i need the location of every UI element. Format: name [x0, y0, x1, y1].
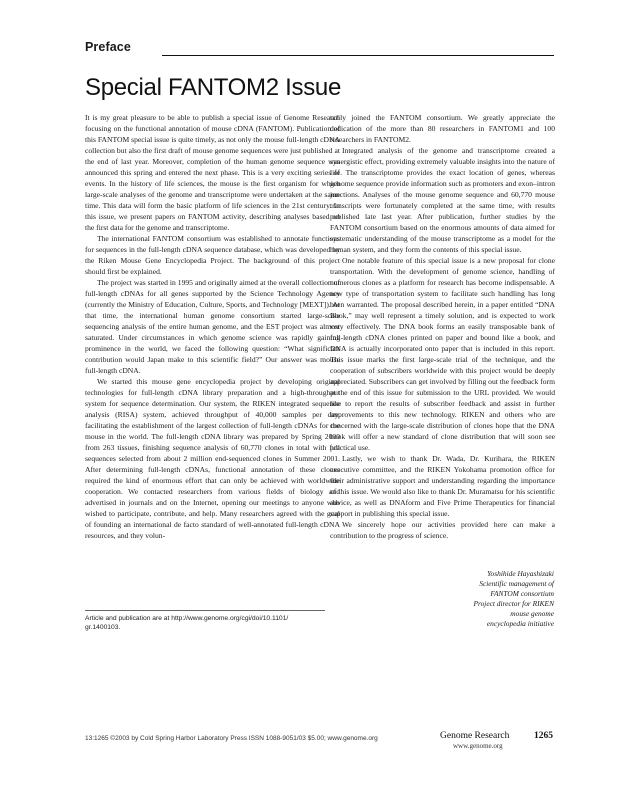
paragraph: Lastly, we wish to thank Dr. Wada, Dr. Kurihara, the RIKEN executive committee, and the RIKEN Yokohama promotion office for their administrative support and understanding regarding the importance of this issue. We would also like to thank Dr. Muramatsu for his scientific advice, as well as DNAform and Five Prime Therapeutics for financial support in publishing this special issue. — [330, 454, 555, 518]
footnote-line: Article and publication are at http://www.genome.org/cgi/doi/10.1101/ — [85, 615, 289, 622]
paragraph: We started this mouse gene encyclopedia project by developing original technologies for full-length cDNA library preparation and a high-throughput system for sequence determination. Our system, the RIKEN integrated sequence analysis (RISA) system, achieved throughput of 40,000 samples per day, facilitating the establishment of the largest collection of full-length cDNAs for the mouse in the world. The full-length cDNA library was prepared by Spring 2000 from 263 tissues, finishing sequence analysis of 60,770 clones in total with full sequences selected from about 2 million end-sequenced clones in Summer 2001. After determining full-length cDNAs, functional annotation of these clones required the kind of enormous effort that can only be achieved with worldwide cooperation. We contacted researchers from various fields of biology and advertised in journals and on the Internet, opening our meetings to anyone who wished to participate, contribute, and help. Many researchers agreed with the goal of founding an international de facto standard of well-annotated full-length cDNA resources, and they volun- — [85, 377, 340, 540]
footnote-rule — [85, 610, 325, 611]
footnote-line: gr.1400103. — [85, 624, 121, 631]
paragraph: We sincerely hope our activities provided here can make a contribution to the progress of science. — [330, 520, 555, 540]
author-affiliation-line: Project director for RIKEN — [473, 599, 554, 608]
paragraph: The project was started in 1995 and originally aimed at the overall collection of full-length cDNAs for all genes supported by the Science Technology Agency (currently the Ministry of Education, Culture, Sports, and Technology [MEXT]). At that time, the international human genome consortium started large-scale sequencing analysis of the entire human genome, and the EST project was almost saturated. Under circumstances in which genome science was rapidly gaining prominence in the world, we faced the following question: “What significant contribution would Japan make to this scientific field?” Our answer was mouse full-length cDNA. — [85, 278, 340, 375]
right-column — [330, 112, 555, 541]
footer-page-number: 1265 — [534, 731, 553, 741]
paragraph: tarily joined the FANTOM consortium. We greatly appreciate the dedication of the more than 80 researchers in FANTOM1 and 100 researchers in FANTOM2. — [330, 113, 555, 144]
section-label: Preface — [85, 40, 131, 54]
author-affiliation-line: Scientific management of — [479, 579, 554, 588]
footer-journal-name: Genome Research — [440, 731, 510, 741]
article-title: Special FANTOM2 Issue — [85, 74, 342, 101]
paragraph: It is my great pleasure to be able to publish a special issue of Genome Research focusing on the functional annotation of mouse cDNA (FANTOM). Publication of this FANTOM special issue is quite timely, as not only the mouse full-length cDNA collection but also the first draft of mouse genome sequences were just published at the end of last year. Moreover, completion of the human genome sequence was announced this spring and entered the next phase. This is a very exciting series of events. In the history of life sciences, the mouse is the first organism for which large-scale analyses of the genome and transcriptome were undertaken at the same time. This data will form the basic platform of life sciences in the 21st century. In this issue, we present papers on FANTOM activity, describing analyses based on the first data for the genome and transcriptome. — [85, 113, 340, 232]
footnote — [85, 614, 325, 632]
footer-citation: 13:1265 ©2003 by Cold Spring Harbor Laboratory Press ISSN 1088-9051/03 $5.00; www.genome.org — [85, 735, 378, 742]
left-column — [85, 112, 340, 541]
footer-url: www.genome.org — [453, 742, 503, 750]
author-name: Yoshihide Hayashizaki — [487, 569, 554, 578]
author-signature — [394, 569, 554, 629]
paragraph: One notable feature of this special issue is a new proposal for clone transportation. With the development of genome science, handling of numerous clones as a platform for research has become indispensable. A new type of transportation system to facilitate such handling has long been warranted. The proposal described herein, in a paper entitled “DNA Book,” may well represent a timely solution, and is expected to work very effectively. The DNA book forms an easily transposable bank of full-length cDNA clones printed on paper and bound like a book, and DNA is actually incorporated onto paper that is included in this report. This issue marks the first large-scale trial of the technique, and the cooperation of subscribers worldwide with this project would be deeply appreciated. Subscribers can get involved by filling out the feedback form at the end of this issue for submission to the URL provided. We would like to report the results of subscriber feedback and assist in further improvements to this new technology. RIKEN and others who are concerned with the large-scale distribution of clones hope that the DNA book will offer a new standard of clone distribution that will soon see practical use. — [330, 256, 555, 452]
author-affiliation-line: FANTOM consortium — [490, 589, 554, 598]
author-affiliation-line: encyclopedia initiative — [486, 619, 554, 628]
paragraph: The international FANTOM consortium was established to annotate functions for sequences in the full-length cDNA sequence database, which was developed by the Riken Mouse Gene Encyclopedia Project. The background of this project should first be explained. — [85, 234, 340, 276]
paragraph: Integrated analysis of the genome and transcriptome created a synergistic effect, providing extremely valuable insights into the nature of life. The transcriptome provides the exact location of genes, whereas genome sequence provide information such as promoters and exon–intron junctions. Analyses of the mouse genome sequence and 60,770 mouse transcripts were fortunately completed at the same time, with results published late last year. After publication, further studies by the FANTOM consortium based on the enormous amounts of data aimed for systematic understanding of the mouse transcriptome as a model for the human system, and they form the contents of this special issue. — [330, 146, 555, 254]
author-affiliation-line: mouse genome — [510, 609, 554, 618]
